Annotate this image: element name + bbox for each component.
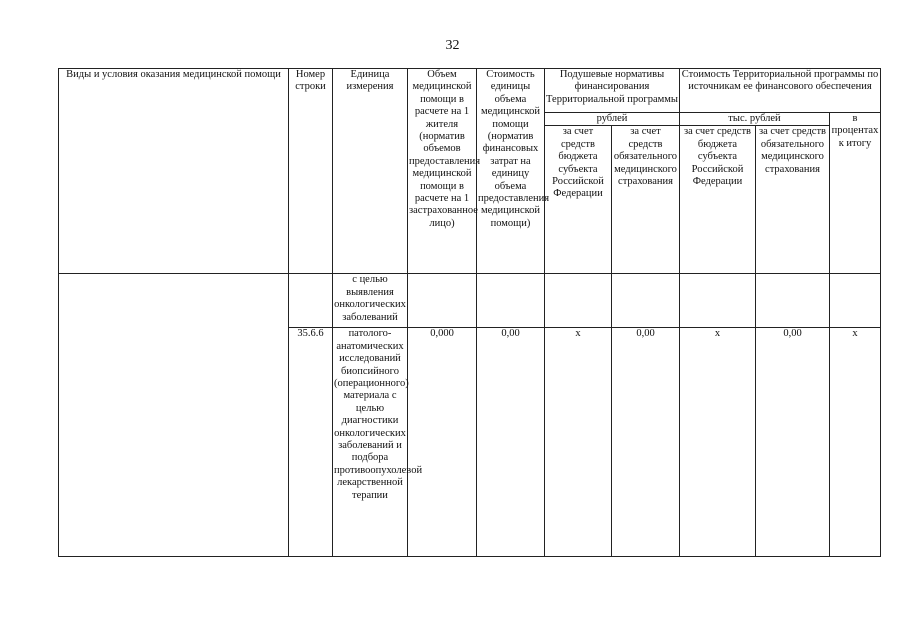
header-tc-budget: за счет средств бюджета субъекта Российской Федерации — [680, 126, 756, 274]
cell-tc-budget: х — [680, 328, 756, 557]
header-row-number: Номер строки — [289, 69, 333, 274]
header-per-capita-group: Подушевые нормативы финансирования Территориальной программы — [545, 69, 680, 113]
header-pc-oms: за счет средств обязательного медицинского страхования — [612, 126, 680, 274]
cell-cost — [477, 274, 545, 328]
header-types: Виды и условия оказания медицинской помощи — [59, 69, 289, 274]
cell-pc-budget: х — [545, 328, 612, 557]
header-volume: Объем медицинской помощи в расчете на 1 жителя (норматив объемов предоставления медицинской помощи в расчете на 1 застрахованное лицо) — [408, 69, 477, 274]
header-per-capita-unit: рублей — [545, 113, 680, 126]
cell-pc-oms: 0,00 — [612, 328, 680, 557]
header-unit: Единица измерения — [333, 69, 408, 274]
cell-percent: х — [830, 328, 881, 557]
medical-care-table — [58, 68, 881, 557]
header-program-cost-unit: тыс. рублей — [680, 113, 830, 126]
cell-row-number — [289, 274, 333, 328]
header-percent: в процентах к итогу — [830, 113, 881, 274]
header-pc-budget: за счет средств бюджета субъекта Российской Федерации — [545, 126, 612, 274]
cell-tc-oms — [756, 274, 830, 328]
cell-volume — [408, 274, 477, 328]
header-tc-oms: за счет средств обязательного медицинского страхования — [756, 126, 830, 274]
header-cost: Стоимость единицы объема медицинской помощи (норматив финансовых затрат на единицу объема предоставления медицинской помощи) — [477, 69, 545, 274]
cell-type — [59, 274, 289, 557]
page-number: 32 — [445, 38, 460, 53]
cell-pc-budget — [545, 274, 612, 328]
cell-pc-oms — [612, 274, 680, 328]
cell-tc-oms: 0,00 — [756, 328, 830, 557]
cell-volume: 0,000 — [408, 328, 477, 557]
cell-tc-budget — [680, 274, 756, 328]
header-program-cost-group: Стоимость Территориальной программы по источникам ее финансового обеспечения — [680, 69, 881, 113]
cell-unit: с целью выявления онкологических заболеваний — [333, 274, 408, 328]
table-row — [59, 274, 881, 328]
cell-cost: 0,00 — [477, 328, 545, 557]
cell-percent — [830, 274, 881, 328]
cell-unit: патолого-анатомических исследований биопсийного (операционного) материала с целью диагностики онкологических заболеваний и подбора противоопухолевой лекарственной терапии — [333, 328, 408, 557]
cell-row-number: 35.6.6 — [289, 328, 333, 557]
